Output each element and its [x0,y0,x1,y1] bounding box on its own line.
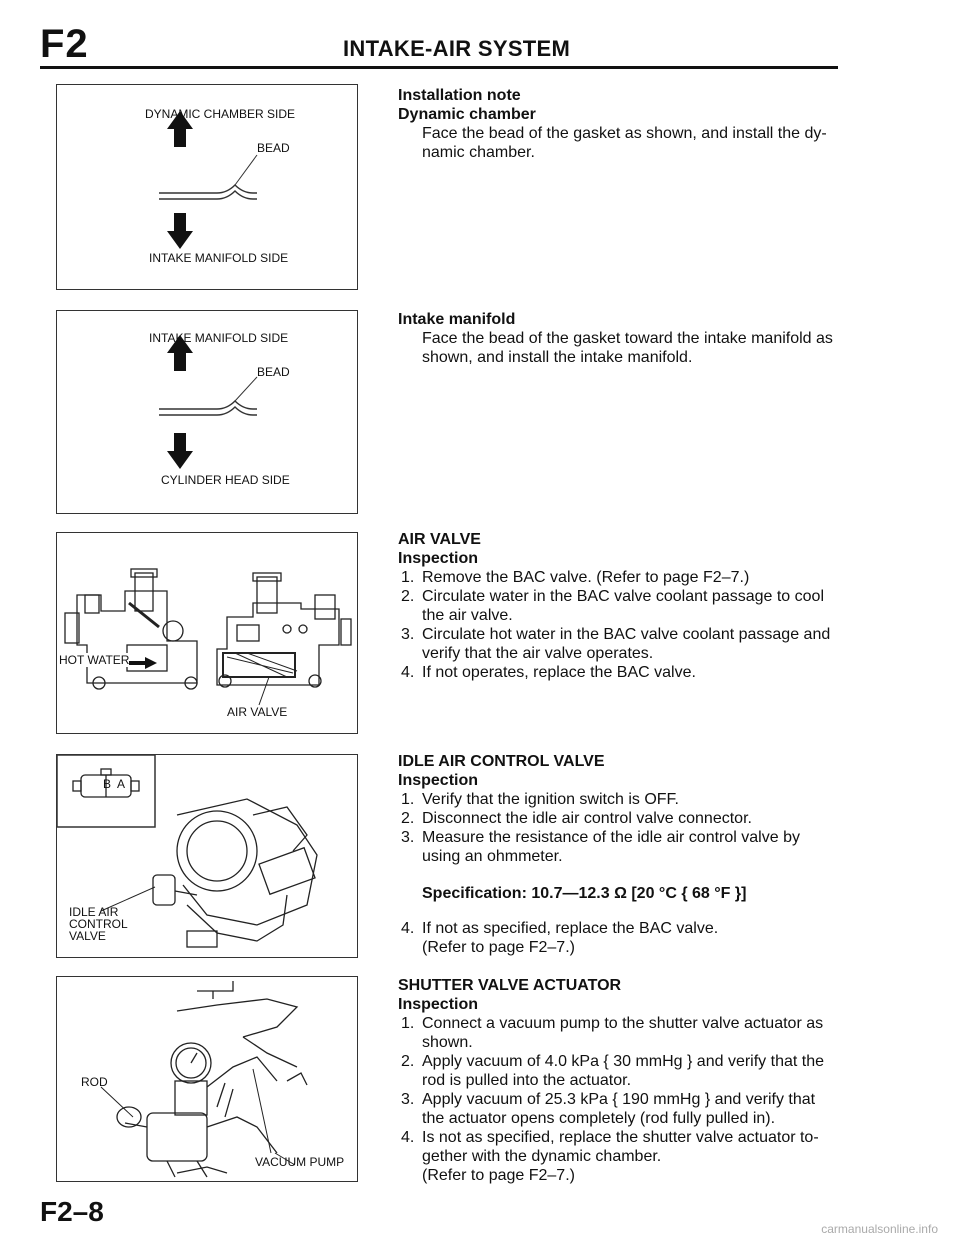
list-item: 4. If not operates, replace the BAC valve. [401,664,696,681]
figure-intake-manifold-gasket [56,310,358,514]
installation-note-section [398,86,840,162]
bottom-side-label: CYLINDER HEAD SIDE [161,473,290,487]
paragraph: Face the bead of the gasket toward the intake manifold as shown, and install the intake manifold. [422,330,833,366]
page-title: INTAKE-AIR SYSTEM [343,36,571,61]
top-side-label: DYNAMIC CHAMBER SIDE [145,107,296,121]
connector-pin-b: B [103,777,112,791]
list-item: 2. Disconnect the idle air control valve connector. [401,810,752,827]
valve-label-line-1: IDLE AIR [69,905,119,919]
hot-water-label: HOT WATER [59,653,130,667]
figure-dynamic-chamber-gasket [56,84,358,290]
air-valve-label: AIR VALVE [227,705,288,719]
section-heading: SHUTTER VALVE ACTUATOR [398,977,622,994]
figure-idle-air-control-valve [56,754,358,958]
section-heading: Installation note [398,87,521,104]
bead-leader-line [235,377,257,401]
section-heading: AIR VALVE [398,531,481,548]
list-item: 4. Is not as specified, replace the shutter valve actuator to-gether with the dynamic chamber. [401,1129,819,1165]
bead-leader-line [235,155,257,185]
page-reference: (Refer to page F2–7.) [422,939,575,956]
bead-label: BEAD [257,141,290,155]
section-heading: IDLE AIR CONTROL VALVE [398,753,605,770]
list-item: 3. Measure the resistance of the idle air control valve by using an ohmmeter. [401,829,800,865]
gasket-line-top [159,185,257,193]
subsection-heading: Intake manifold [398,311,516,328]
bottom-side-label: INTAKE MANIFOLD SIDE [149,251,289,265]
arrow-down-icon [167,433,193,469]
gasket-line-bottom [159,407,257,415]
subsection-heading: Inspection [398,772,479,789]
valve-label-line-2: CONTROL [69,917,128,931]
bead-label: BEAD [257,365,290,379]
header-rule [40,66,838,69]
gasket-line-bottom [159,191,257,199]
specification: Specification: 10.7—12.3 Ω [20 °C { 68 °F }] [422,885,747,902]
list-item: 1. Remove the BAC valve. (Refer to page F2–7.) [401,569,750,586]
rod-label: ROD [81,1075,108,1089]
bac-valve-drawing [57,533,357,733]
subsection-heading: Inspection [398,550,479,567]
section-code: F2 [40,22,89,66]
page-reference: (Refer to page F2–7.) [422,1167,575,1184]
list-item: 3. Circulate hot water in the BAC valve coolant passage and verify that the air valve operates. [401,626,831,662]
vacuum-pump-label: VACUUM PUMP [255,1155,345,1169]
air-valve-section [398,530,840,682]
list-item: 1. Verify that the ignition switch is OFF. [401,791,679,808]
shutter-valve-section [398,976,840,1185]
iac-valve-section [398,752,840,957]
paragraph: Face the bead of the gasket as shown, and install the dy-namic chamber. [422,125,827,161]
list-item: 2. Circulate water in the BAC valve coolant passage to cool the air valve. [401,588,824,624]
connector-pin-a: A [117,777,126,791]
valve-label-line-3: VALVE [69,929,106,943]
arrow-down-icon [167,213,193,249]
list-item: 3. Apply vacuum of 25.3 kPa { 190 mmHg } and verify that the actuator opens completely (rod fully pulled in). [401,1091,816,1127]
gasket-line-top [159,401,257,409]
top-side-label: INTAKE MANIFOLD SIDE [149,331,289,345]
watermark: carmanualsonline.info [821,1222,938,1236]
list-item: 2. Apply vacuum of 4.0 kPa { 30 mmHg } and verify that the rod is pulled into the actuator. [401,1053,824,1089]
page-number: F2–8 [40,1196,104,1227]
figure-air-valve [56,532,358,734]
intake-manifold-section [398,310,840,367]
subsection-heading: Inspection [398,996,479,1013]
list-item: 4. If not as specified, replace the BAC valve. [401,920,719,937]
figure-shutter-valve-actuator [56,976,358,1182]
list-item: 1. Connect a vacuum pump to the shutter valve actuator as shown. [401,1015,824,1051]
subsection-heading: Dynamic chamber [398,106,536,123]
